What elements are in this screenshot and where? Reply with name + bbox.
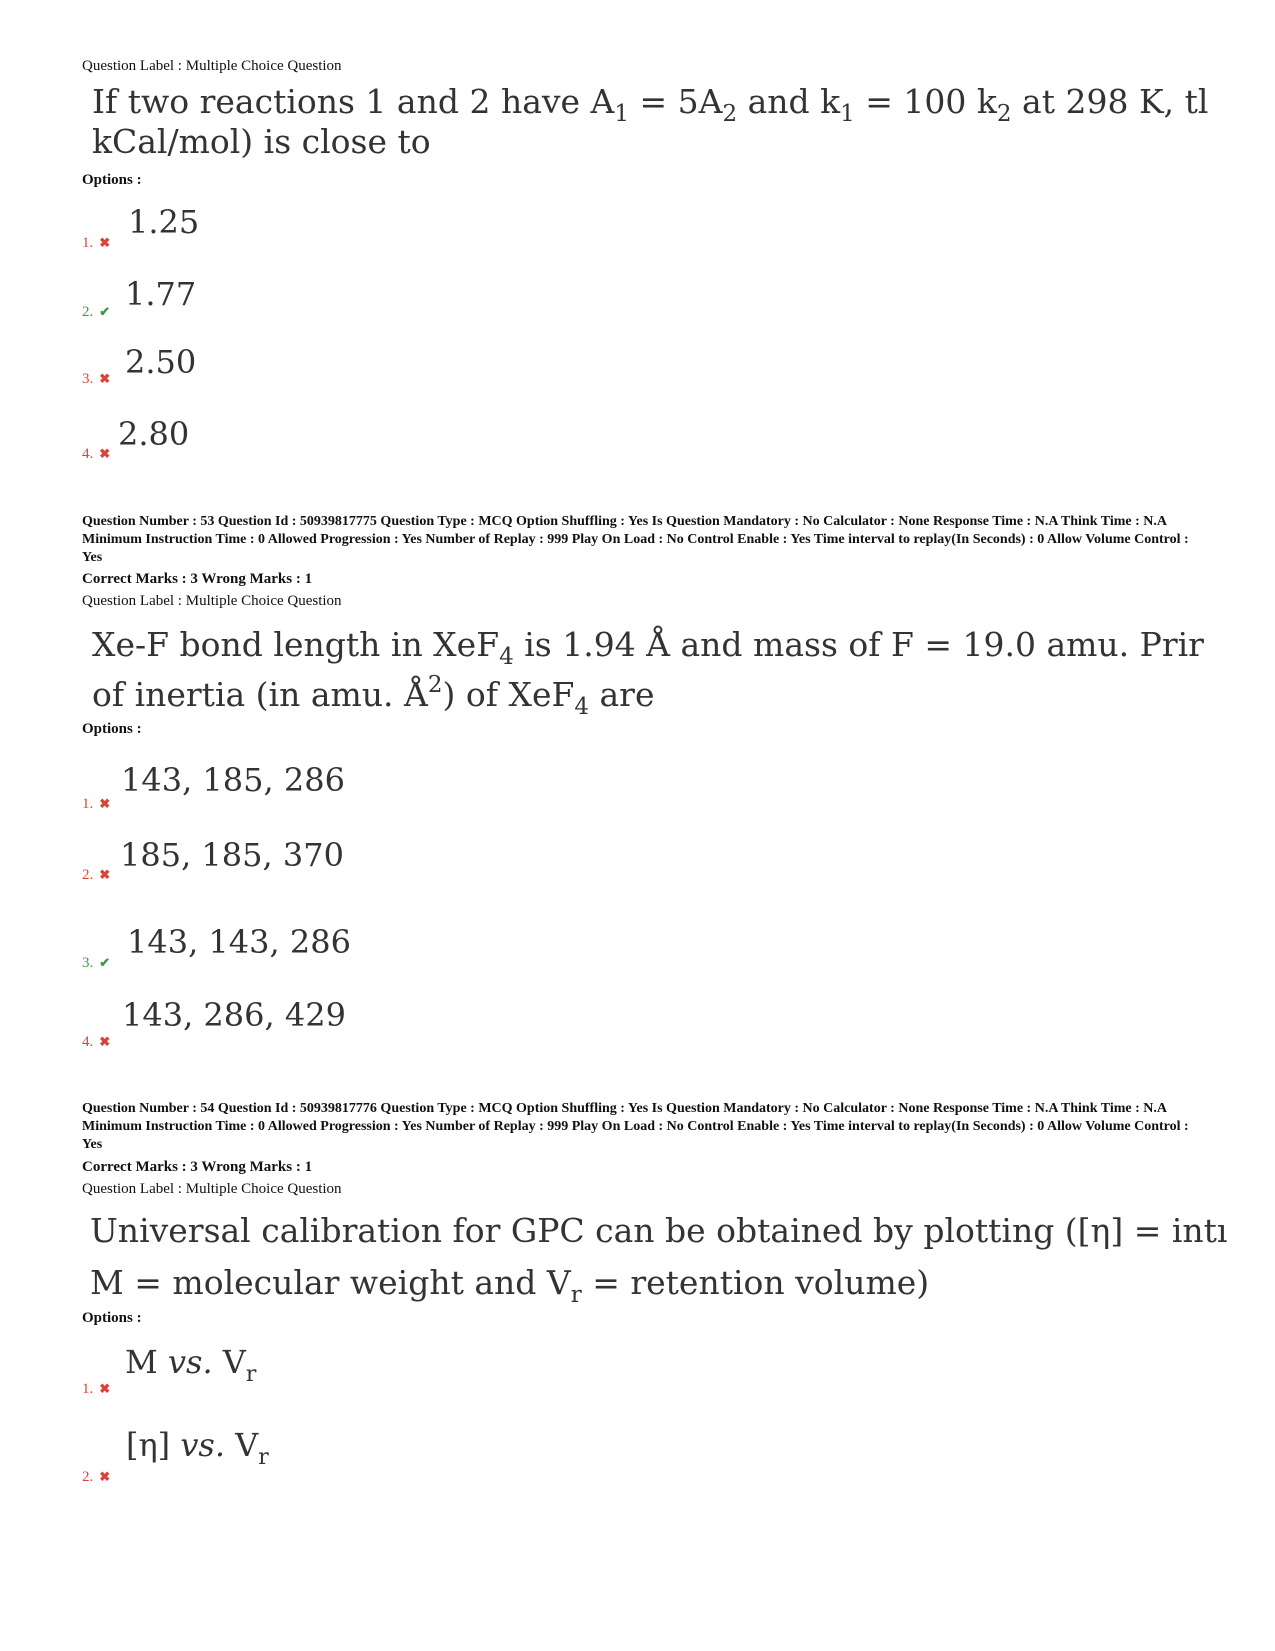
option-number: 3. ✖ <box>82 371 111 387</box>
marks-info: Correct Marks : 3 Wrong Marks : 1 <box>82 1159 313 1175</box>
options-header: Options : <box>82 1310 142 1326</box>
check-icon: ✔ <box>99 304 111 319</box>
question-label: Question Label : Multiple Choice Question <box>82 58 342 74</box>
question-label: Question Label : Multiple Choice Question <box>82 1181 342 1197</box>
cross-icon: ✖ <box>99 796 111 811</box>
option-value: 2.50 <box>125 343 197 381</box>
question-label: Question Label : Multiple Choice Question <box>82 593 342 609</box>
option-number: 2. ✖ <box>82 867 111 883</box>
question-meta: Question Number : 54 Question Id : 50939817776 Question Type : MCQ Option Shuffling : Yes Is Question Mandatory : No Calculator : None Response Time : N.A Think Time : N.A Minimum Instruction Time : 0 Allowed Progression : Yes Number of Replay : 999 Play On Load : No Control Enable : Yes Time interval to replay(In Seconds) : 0 Allow Volume Control : Yes <box>82 1101 1189 1152</box>
cross-icon: ✖ <box>99 1034 111 1049</box>
option-value: 143, 185, 286 <box>121 761 345 799</box>
question-text: Xe-F bond length in XeF$_4$ is 1.94 Å and mass of F = 19.0 amu. Prir of inertia (in amu. $Å^2$) of XeF$_4$ are <box>92 625 1204 720</box>
option-number: 1. ✖ <box>82 1381 111 1397</box>
option-number: 2. ✖ <box>82 1469 111 1485</box>
cross-icon: ✖ <box>99 1381 111 1396</box>
option-number: 1. ✖ <box>82 796 111 812</box>
option-value: 185, 185, 370 <box>120 836 344 874</box>
option-number: 4. ✖ <box>82 446 111 462</box>
option-value: 143, 143, 286 <box>127 923 351 961</box>
option-number: 1. ✖ <box>82 235 111 251</box>
option-value: 1.25 <box>128 203 200 241</box>
check-icon: ✔ <box>99 955 111 970</box>
option-value: 143, 286, 429 <box>122 996 346 1034</box>
option-value: 1.77 <box>125 275 197 313</box>
cross-icon: ✖ <box>99 235 111 250</box>
option-value: [η] vs. $V_r$ <box>126 1426 269 1470</box>
cross-icon: ✖ <box>99 1469 111 1484</box>
question-meta: Question Number : 53 Question Id : 50939817775 Question Type : MCQ Option Shuffling : Yes Is Question Mandatory : No Calculator : None Response Time : N.A Think Time : N.A Minimum Instruction Time : 0 Allowed Progression : Yes Number of Replay : 999 Play On Load : No Control Enable : Yes Time interval to replay(In Seconds) : 0 Allow Volume Control : Yes <box>82 514 1189 565</box>
cross-icon: ✖ <box>99 867 111 882</box>
question-text: If two reactions 1 and 2 have $A_1 = 5A_2$ and $k_1 = 100$ $k_2$ at 298 K, tl kCal/mol) is close to <box>92 82 1209 161</box>
option-number: 3. ✔ <box>82 955 111 971</box>
option-number: 2. ✔ <box>82 304 111 320</box>
options-header: Options : <box>82 172 142 188</box>
cross-icon: ✖ <box>99 371 111 386</box>
options-header: Options : <box>82 721 142 737</box>
marks-info: Correct Marks : 3 Wrong Marks : 1 <box>82 571 313 587</box>
cross-icon: ✖ <box>99 446 111 461</box>
option-number: 4. ✖ <box>82 1034 111 1050</box>
option-value: M vs. $V_r$ <box>125 1343 257 1387</box>
option-value: 2.80 <box>118 415 190 453</box>
question-text: Universal calibration for GPC can be obtained by plotting ([η] = intı M = molecular weight and $V_r$ = retention volume) <box>90 1211 1228 1308</box>
